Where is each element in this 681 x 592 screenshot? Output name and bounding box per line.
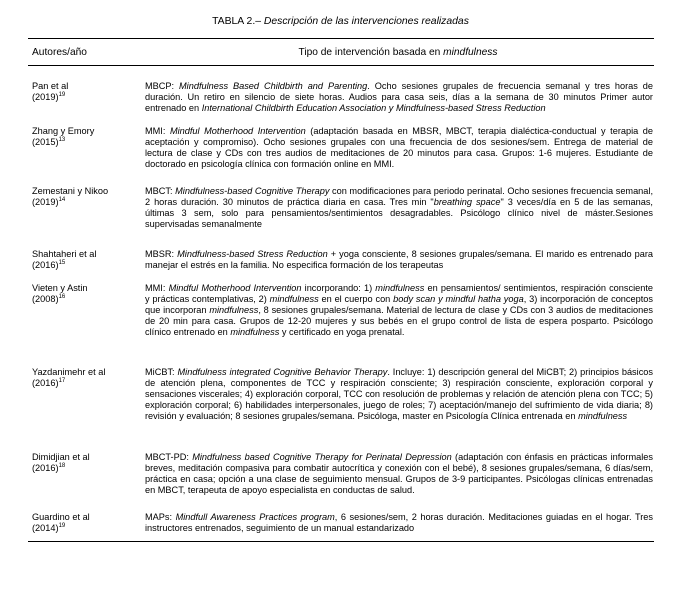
author-name: Dimidjian et al: [32, 452, 90, 462]
text-run: con modificaciones para periodo perinatal. Ocho sesiones frecuencia semanal, 2 horas duración. 30 minutos de práctica diaria en casa. Tres min ": [145, 186, 653, 207]
intervention-description: [145, 512, 653, 534]
reference-number: 13: [58, 136, 66, 143]
reference-number: 17: [58, 377, 66, 384]
italic-text-run: Mindfulness integrated Cognitive Behavior Therapy: [177, 367, 388, 377]
author-year: (2016): [32, 260, 59, 270]
reference-number: 16: [58, 293, 66, 300]
intervention-description: [145, 186, 653, 230]
author-year: (2016): [32, 463, 59, 473]
bottom-rule: [28, 541, 654, 542]
text-run: , 8 sesiones grupales/semana. Material de lectura de clase y CDs con 3 audios de meditaciones de 20 min para casa. Grupos de 12-20 mujeres y sus bebés en el grupo control de lista de espera posparto. Psicólogo clínico entrenado en: [145, 305, 653, 337]
author-cell: [32, 367, 136, 389]
author-name: Zemestani y Nikoo: [32, 186, 109, 196]
intervention-description: [145, 126, 653, 170]
header-type-italic: mindfulness: [443, 47, 498, 58]
reference-number: 19: [58, 91, 66, 98]
header-rule: [28, 65, 654, 66]
reference-number: 15: [58, 259, 66, 266]
italic-text-run: mindfulness: [269, 294, 319, 304]
text-run: MBCP:: [145, 81, 180, 91]
text-run: , 6 sesiones/sem, 2 horas duración. Meditaciones guiadas en el hogar. Tres instructores entrenados, seguimiento de un manual estandarizado: [145, 512, 654, 533]
author-cell: [32, 512, 136, 534]
italic-text-run: Mindfulness-based Cognitive Therapy: [175, 186, 330, 196]
italic-text-run: mindfulness: [230, 327, 280, 337]
italic-text-run: Mindfulness-based Stress Reduction: [177, 249, 328, 259]
author-cell: [32, 452, 136, 474]
text-run: en el cuerpo con: [318, 294, 394, 304]
text-run: . Incluye: 1) descripción general del MiCBT; 2) principios básicos de atención plena, componentes de TCC y respiración consciente; 3) respiración consciente, exploración corporal y sensaciones viscerales; 4) exploración corporal, TCC con resolución de problemas y relación de atención plena con TCC; 5) exploración corporal; 6) habilidades interpersonales, juego de roles; 7) aceptación/manejo del sufrimiento de vida diaria; 8) revisión y evaluación; 8 sesiones grupales/semana. Psicóloga, master en Psicología Clínica entrenada en: [145, 367, 653, 421]
italic-text-run: Mindfulness Based Childbirth and Parenting: [179, 81, 368, 91]
author-name: Zhang y Emory: [32, 126, 95, 136]
reference-number: 19: [58, 522, 66, 529]
italic-text-run: Mindfull Awareness Practices program: [175, 512, 335, 522]
author-year: (2014): [32, 523, 59, 533]
intervention-description: [145, 249, 653, 271]
text-run: (adaptación basada en MBSR, MBCT, terapia dialéctica-conductual y terapia de aceptación y compromiso). Ocho sesiones grupales con una frecuencia de dos sesiones/sem. Entrega de material de lectura de clase y CDs con tres audios de meditaciones de 20 minutos para casa. Grupos: 1-6 mujeres. Estudiante de doctorado en psicología clínica con formación online en MMI.: [145, 126, 654, 169]
italic-text-run: mindfulness: [578, 411, 628, 421]
text-run: + yoga consciente, 8 sesiones grupales/semana. El marido es entrenado para manejar el estrés en la familia. No especifica formación de los terapeutas: [145, 249, 653, 270]
author-year: (2019): [32, 197, 59, 207]
author-year: (2008): [32, 294, 59, 304]
text-run: incorporando: 1): [301, 283, 376, 293]
intervention-description: [145, 367, 653, 422]
table-title-text: Descripción de las intervenciones realizadas: [263, 16, 469, 27]
author-year: (2015): [32, 137, 59, 147]
italic-text-run: mindfulness: [375, 283, 425, 293]
text-run: " 3 veces/día en 5 de las semanas, últimas 3 sem, solo para pensamientos/sentimientos desagradables. Psicólogo clínico nivel de máster.Sesiones supervisadas semanalmente: [145, 197, 653, 229]
text-run: MBCT-PD:: [145, 452, 193, 462]
author-name: Shahtaheri et al: [32, 249, 97, 259]
italic-text-run: Mindful Motherhood Intervention: [168, 283, 302, 293]
author-name: Yazdanimehr et al: [32, 367, 106, 377]
author-cell: [32, 249, 136, 271]
text-run: . Ocho sesiones grupales de frecuencia semanal y tres horas de duración. Un retiro en silencio de siete horas. Audios para casa seis, días a la semana de 30 minutos Primer autor entrenado en: [145, 81, 653, 113]
table-title-label: TABLA 2.–: [212, 16, 261, 27]
reference-number: 18: [58, 462, 66, 469]
header-authors: Autores/año: [32, 47, 87, 58]
text-run: MBCT:: [145, 186, 176, 196]
author-year: (2016): [32, 378, 59, 388]
italic-text-run: International Childbirth Education Association y Mindfulness-based Stress Reduction: [201, 103, 546, 113]
intervention-description: [145, 81, 653, 114]
intervention-description: [145, 452, 653, 496]
author-cell: [32, 283, 136, 305]
text-run: , 3) incorporación de conceptos que incorporan: [145, 294, 653, 315]
reference-number: 14: [58, 196, 66, 203]
intervention-description: [145, 283, 653, 338]
italic-text-run: breathing space: [433, 197, 501, 207]
author-cell: [32, 81, 136, 103]
text-run: y certificado en yoga prenatal.: [279, 327, 405, 337]
table-title: [0, 15, 681, 28]
text-run: MMI:: [145, 283, 169, 293]
author-name: Guardino et al: [32, 512, 90, 522]
italic-text-run: Mindfulness based Cognitive Therapy for Perinatal Depression: [192, 452, 452, 462]
author-cell: [32, 186, 136, 208]
header-intervention-type: [142, 46, 654, 59]
text-run: MiCBT:: [145, 367, 178, 377]
text-run: en pensamientos/ sentimientos, respiración consciente y prácticas contemplativas, 2): [145, 283, 654, 304]
author-name: Pan et al: [32, 81, 69, 91]
header-type-prefix: Tipo de intervención basada en: [298, 47, 444, 58]
top-rule: [28, 38, 654, 39]
author-year: (2019): [32, 92, 59, 102]
italic-text-run: mindfulness: [209, 305, 259, 315]
italic-text-run: body scan y mindful hatha yoga: [393, 294, 524, 304]
text-run: MBSR:: [145, 249, 178, 259]
author-cell: [32, 126, 136, 148]
text-run: MMI:: [145, 126, 170, 136]
text-run: MAPs:: [145, 512, 176, 522]
italic-text-run: Mindful Motherhood Intervention: [169, 126, 306, 136]
author-name: Vieten y Astin: [32, 283, 88, 293]
text-run: (adaptación con énfasis en prácticas informales breves, meditación compasiva para combatir autocrítica y conexión con el bebé), 8 sesiones grupales/semana, 6 días/sem, práctica en casa; opción a una clase de seguimiento mensual. Grupos de 3-9 participantes. Psicólogas clínicas entrenadas en MBCT, terapeuta de apoyo especialista en conductas de salud.: [145, 452, 653, 495]
